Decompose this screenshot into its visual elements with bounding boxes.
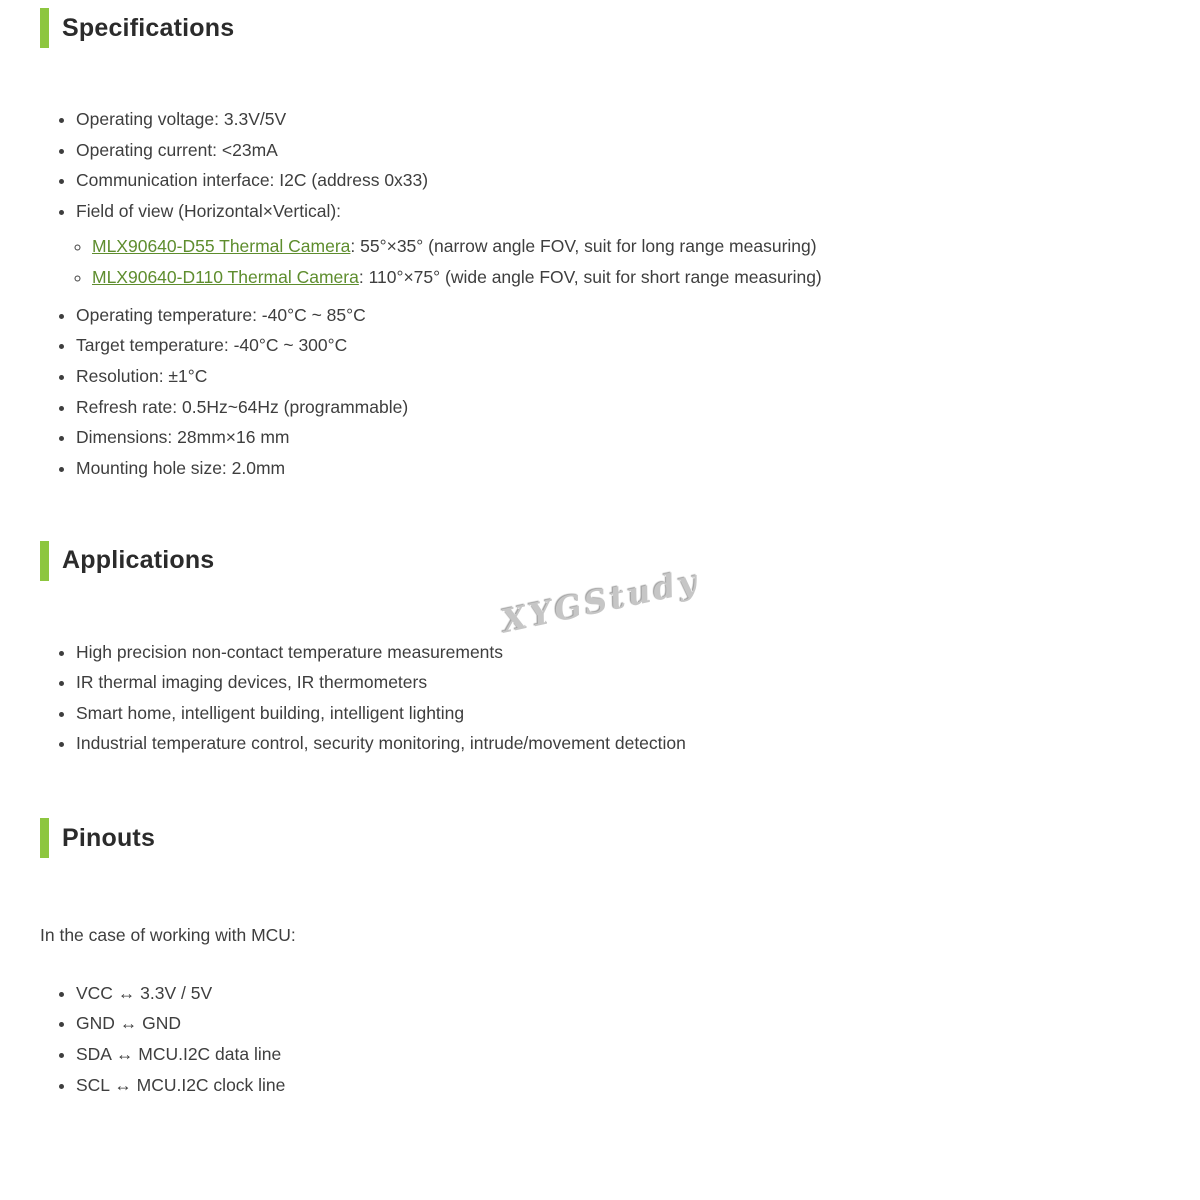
pinout-item-sda: • SDA ↔ MCU.I2C data line [76,1043,1160,1067]
pinouts-heading [40,818,1160,858]
specifications-list-2 [40,304,1160,481]
specifications-list [40,108,1160,224]
pinouts-list [40,982,1160,1098]
spec-item-dimensions: • Dimensions: 28mm×16 mm [76,426,1160,450]
specifications-heading-text: Specifications [62,13,235,42]
spec-item-field-of-view: • Field of view (Horizontal×Vertical): [76,200,1160,224]
spec-item-mounting-hole: • Mounting hole size: 2.0mm [76,457,1160,481]
section-applications [40,541,1160,757]
section-pinouts [40,818,1160,1097]
application-item-industrial: • Industrial temperature control, security monitoring, intrude/movement detection [76,732,1160,756]
application-item-smart-home: • Smart home, intelligent building, intelligent lighting [76,702,1160,726]
pinout-item-scl: • SCL ↔ MCU.I2C clock line [76,1074,1160,1098]
fov-item-d110-text: : 110°×75° (wide angle FOV, suit for short range measuring) [358,267,822,288]
heading-accent-bar [40,818,49,858]
fov-item-d110 [92,266,1160,290]
spec-item-communication-interface: • Communication interface: I2C (address 0x33) [76,169,1160,193]
spec-item-resolution: • Resolution: ±1°C [76,365,1160,389]
watermark: XYGStudy [498,561,703,641]
pinouts-intro: In the case of working with MCU: [40,925,296,945]
heading-accent-bar [40,541,49,581]
field-of-view-sublist [72,235,1160,290]
pinouts-heading-text: Pinouts [62,823,156,852]
spec-item-operating-current: • Operating current: <23mA [76,139,1160,163]
specifications-heading [40,8,1160,48]
spec-item-operating-voltage: • Operating voltage: 3.3V/5V [76,108,1160,132]
heading-accent-bar [40,8,49,48]
applications-heading-text: Applications [62,546,215,574]
pinout-item-vcc: • VCC ↔ 3.3V / 5V [76,982,1160,1006]
applications-heading [40,541,1160,581]
section-specifications [40,8,1160,481]
fov-item-d55-text: : 55°×35° (narrow angle FOV, suit for long range measuring) [350,235,817,256]
spec-item-operating-temperature: • Operating temperature: -40°C ~ 85°C [76,304,1160,328]
pinout-item-gnd: • GND ↔ GND [76,1012,1160,1036]
applications-list [40,641,1160,757]
spec-item-target-temperature: • Target temperature: -40°C ~ 300°C [76,334,1160,358]
fov-item-d55 [92,235,1160,259]
link-mlx90640-d55[interactable]: MLX90640-D55 Thermal Camera [92,235,351,256]
link-mlx90640-d110[interactable]: MLX90640-D110 Thermal Camera [92,267,359,288]
application-item-high-precision: • High precision non-contact temperature measurements [76,641,1160,665]
spec-item-refresh-rate: • Refresh rate: 0.5Hz~64Hz (programmable) [76,396,1160,420]
application-item-ir-imaging: • IR thermal imaging devices, IR thermometers [76,671,1160,695]
